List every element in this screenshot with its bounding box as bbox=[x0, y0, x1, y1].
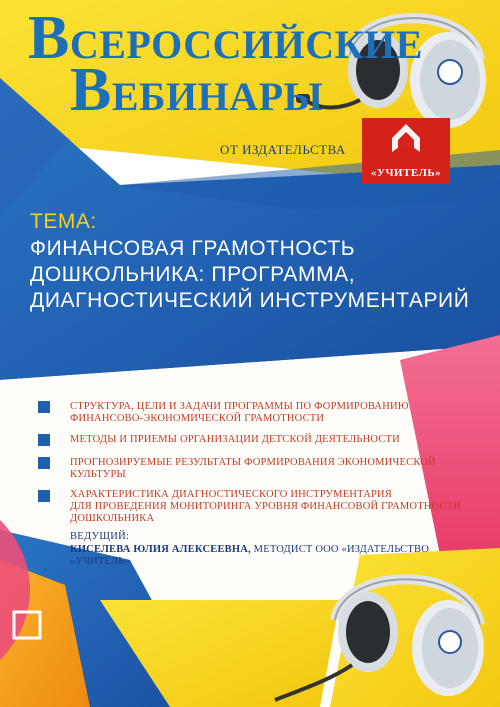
teacher-logo bbox=[362, 118, 450, 184]
title-line-2 bbox=[70, 56, 324, 124]
host-role-line-2: «УЧИТЕЛЬ» bbox=[70, 556, 130, 567]
topic-line-2: ДОШКОЛЬНИКА: ПРОГРАММА, bbox=[30, 263, 356, 286]
host-info bbox=[70, 544, 429, 568]
title-initial-1: В bbox=[28, 4, 70, 72]
publisher-label: ОТ ИЗДАТЕЛЬСТВА bbox=[220, 142, 346, 157]
title-rest-1: СЕРОССИЙСКИЕ bbox=[69, 22, 423, 67]
teacher-logo-icon bbox=[362, 118, 450, 162]
agenda-item bbox=[70, 457, 436, 481]
title-initial-2: В bbox=[70, 56, 112, 124]
topic-line-1: ФИНАНСОВАЯ ГРАМОТНОСТЬ bbox=[30, 237, 356, 260]
host-label: ВЕДУЩИЙ: bbox=[70, 531, 130, 542]
host-role: МЕТОДИСТ ООО «ИЗДАТЕЛЬСТВО bbox=[250, 544, 429, 555]
agenda-item bbox=[70, 401, 409, 425]
bullet-square bbox=[38, 457, 50, 469]
agenda-item-line: КУЛЬТУРЫ bbox=[70, 469, 126, 480]
agenda-item-line: СТРУКТУРА, ЦЕЛИ И ЗАДАЧИ ПРОГРАММЫ ПО ФОРМИРОВАНИЮ bbox=[70, 401, 409, 412]
agenda-item-line: ДЛЯ ПРОВЕДЕНИЯ МОНИТОРИНГА УРОВНЯ ФИНАНСОВОЙ ГРАМОТНОСТИ bbox=[70, 501, 462, 512]
bullet-square bbox=[38, 490, 50, 502]
topic-line-3: ДИАГНОСТИЧЕСКИЙ ИНСТРУМЕНТАРИЙ bbox=[30, 289, 470, 312]
topic-label: ТЕМА: bbox=[30, 210, 97, 233]
agenda-item bbox=[70, 434, 400, 446]
agenda-item-line: ДОШКОЛЬНИКА bbox=[70, 513, 155, 524]
title-rest-2: ЕБИНАРЫ bbox=[111, 74, 324, 119]
bullet-square bbox=[38, 434, 50, 446]
logo-label: «УЧИТЕЛЬ» bbox=[370, 167, 442, 179]
agenda-item-line: ФИНАНСОВО-ЭКОНОМИЧЕСКОЙ ГРАМОТНОСТИ bbox=[70, 413, 325, 424]
host-name: КИСЕЛЕВА ЮЛИЯ АЛЕКСЕЕВНА, bbox=[70, 544, 251, 555]
agenda-item bbox=[70, 489, 461, 525]
agenda-item-line: ХАРАКТЕРИСТИКА ДИАГНОСТИЧЕСКОГО ИНСТРУМЕНТАРИЯ bbox=[70, 489, 393, 500]
agenda-item-line: ПРОГНОЗИРУЕМЫЕ РЕЗУЛЬТАТЫ ФОРМИРОВАНИЯ ЭКОНОМИЧЕСКОЙ bbox=[70, 457, 436, 468]
bullet-square bbox=[38, 401, 50, 413]
agenda-item-line: МЕТОДЫ И ПРИЕМЫ ОРГАНИЗАЦИИ ДЕТСКОЙ ДЕЯТЕЛЬНОСТИ bbox=[70, 434, 400, 445]
